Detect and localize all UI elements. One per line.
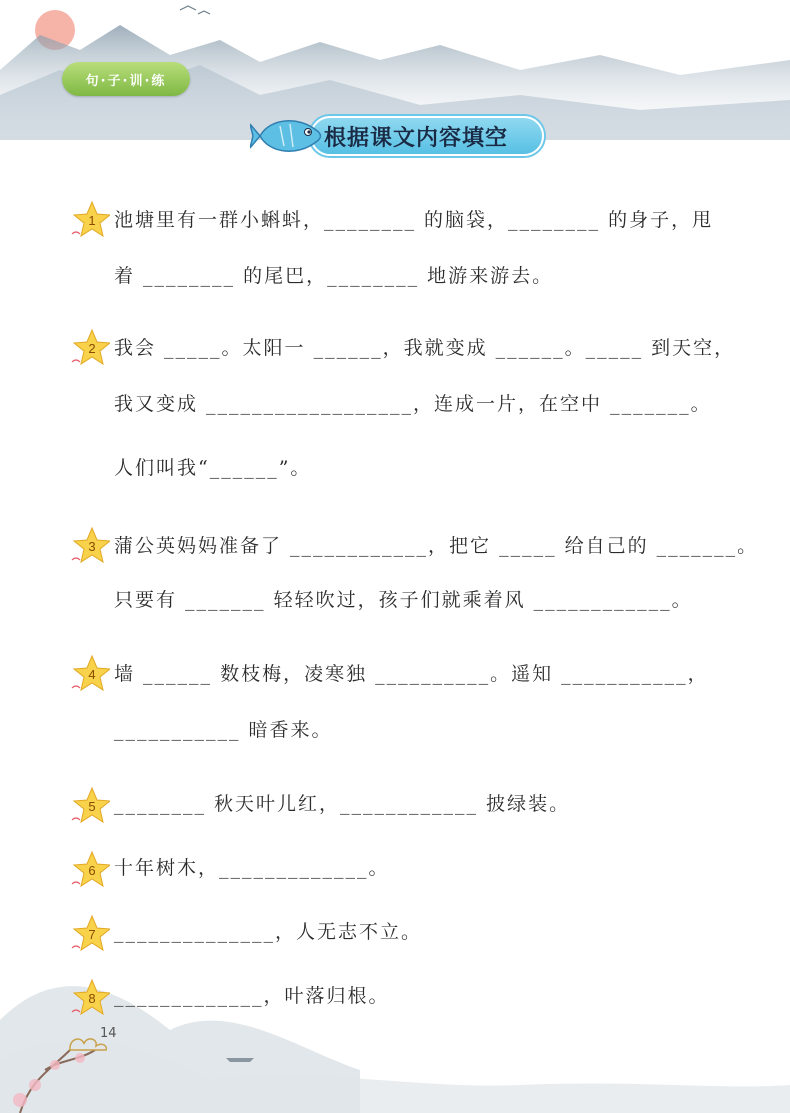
- question-1-line-2: 着 ________ 的尾巴，________ 地游来游去。: [114, 265, 554, 287]
- star-number-badge-icon: [70, 654, 110, 694]
- svg-text:2: 2: [88, 341, 96, 356]
- star-number-badge-icon: [70, 850, 110, 890]
- question-8-line-1: _____________，叶落归根。: [114, 985, 390, 1007]
- svg-text:7: 7: [88, 927, 96, 942]
- title-pill: [310, 116, 544, 156]
- title-banner: [250, 112, 550, 160]
- svg-text:8: 8: [88, 991, 96, 1006]
- star-number-badge-icon: [70, 786, 110, 826]
- question-7-line-1: ______________，人无志不立。: [114, 921, 423, 943]
- question-4-line-2: ___________ 暗香来。: [114, 719, 333, 741]
- question-4-line-1: 墙 ______ 数枝梅，凌寒独 __________。遥知 ___________，: [114, 663, 709, 685]
- question-3-line-2: 只要有 _______ 轻轻吹过，孩子们就乘着风 ____________。: [114, 589, 693, 611]
- question-6-line-1: 十年树木，_____________。: [114, 857, 390, 879]
- question-2-line-3: 人们叫我“______”。: [114, 457, 312, 479]
- page-number: 14: [100, 1026, 117, 1041]
- svg-text:6: 6: [88, 863, 96, 878]
- section-tag-label: 句·子·训·练: [85, 73, 167, 89]
- question-5-line-1: ________ 秋天叶儿红，____________ 披绿装。: [114, 793, 571, 815]
- question-2-line-2: 我又变成 __________________，连成一片，在空中 _______。: [114, 393, 712, 415]
- question-2-line-1: 我会 _____。太阳一 ______，我就变成 ______。_____ 到天空，: [114, 337, 736, 359]
- page-title: 根据课文内容填空: [324, 125, 509, 151]
- star-number-badge-icon: [70, 978, 110, 1018]
- section-tag: [62, 62, 190, 96]
- star-number-badge-icon: [70, 526, 110, 566]
- svg-text:3: 3: [88, 539, 96, 554]
- svg-text:5: 5: [88, 799, 96, 814]
- svg-text:1: 1: [88, 213, 96, 228]
- svg-text:4: 4: [88, 667, 96, 682]
- star-number-badge-icon: [70, 200, 110, 240]
- star-number-badge-icon: [70, 328, 110, 368]
- question-3-line-1: 蒲公英妈妈准备了 ____________，把它 _____ 给自己的 _______。: [114, 535, 759, 557]
- question-1-line-1: 池塘里有一群小蝌蚪，________ 的脑袋，________ 的身子，甩: [114, 209, 714, 231]
- fish-icon: [250, 112, 330, 160]
